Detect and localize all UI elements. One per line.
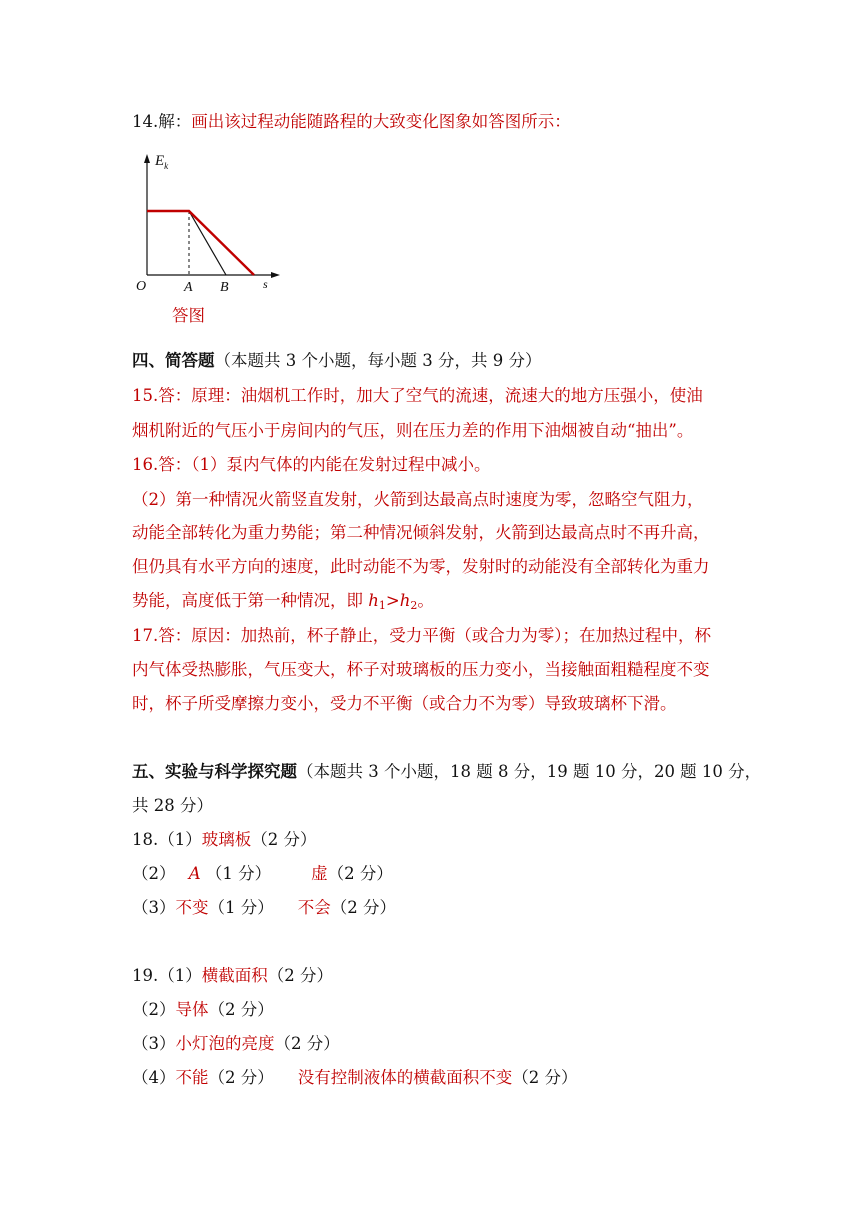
q15-text-1: 原理：油烟机工作时，加大了空气的流速，流速大的地方压强小，使油	[191, 386, 703, 405]
q17-line-2: 内气体受热膨胀，气压变大，杯子对玻璃板的压力变小，当接触面粗糙程度不变	[132, 660, 710, 679]
q18-row-2-points-2: （2 分）	[327, 864, 393, 883]
q18-row-3-number: （3）	[132, 898, 176, 917]
q19-row-2-points: （2 分）	[208, 1000, 274, 1019]
figure-caption: 答图	[172, 306, 205, 325]
q17-line-3: 时，杯子所受摩擦力变小，受力不平衡（或合力不为零）导致玻璃杯下滑。	[132, 694, 677, 713]
answer-figure	[128, 148, 288, 298]
q15-line-2: 烟机附近的气压小于房间内的气压，则在压力差的作用下油烟被自动“抽出”。	[132, 421, 694, 440]
q19-row-1-answer: 横截面积	[201, 966, 268, 985]
q16-line-3: 动能全部转化为重力势能；第二种情况倾斜发射，火箭到达最高点时不再升高，	[132, 523, 710, 542]
q19-row-3	[132, 1032, 340, 1056]
x-axis-arrow	[271, 272, 280, 278]
tick-a-label: A	[184, 280, 193, 295]
section-4-title: 四、简答题	[132, 351, 215, 370]
q18-row-2-answer-2: 虚	[311, 864, 328, 883]
section-5-heading	[132, 760, 761, 784]
q14-line	[132, 110, 571, 134]
q19-row-4-answer-2: 没有控制液体的横截面积不变	[297, 1068, 513, 1087]
q19-row-4-points: （2 分）	[208, 1068, 274, 1087]
q15-line-1	[132, 384, 703, 408]
h1-subscript: 1	[378, 599, 386, 612]
q19-row-4	[132, 1066, 578, 1090]
q16-line-4: 但仍具有水平方向的速度，此时动能不为零，发射时的动能没有全部转化为重力	[132, 557, 710, 576]
q18-row-1-number: 18.（1）	[132, 830, 202, 849]
section-4-note: （本题共 3 个小题，每小题 3 分，共 9 分）	[214, 351, 542, 370]
q16-line-5	[132, 589, 434, 618]
q18-row-3-answer-2: 不会	[297, 898, 331, 917]
q19-row-4-points-2: （2 分）	[512, 1068, 578, 1087]
section-5-note: （本题共 3 个小题，18 题 8 分，19 题 10 分，20 题 10 分，	[297, 762, 762, 781]
section-4-heading	[132, 349, 541, 373]
q17-number: 17.答：	[132, 626, 192, 645]
section-5-note-2: 共 28 分）	[132, 796, 213, 815]
q16-number: 16.答：	[132, 455, 192, 474]
q16-line-1	[132, 453, 491, 477]
x-label: s	[263, 277, 268, 291]
tick-b-label: B	[220, 280, 229, 295]
q19-row-4-answer: 不能	[175, 1068, 209, 1087]
q18-row-1-points: （2 分）	[251, 830, 317, 849]
q18-row-3-points-2: （2 分）	[330, 898, 396, 917]
greater-than: >	[385, 591, 400, 610]
q18-row-3-points: （1 分）	[208, 898, 274, 917]
q18-row-2-points: （1 分）	[200, 864, 272, 883]
q19-row-2	[132, 998, 274, 1022]
q18-row-1-answer: 玻璃板	[201, 830, 252, 849]
h2-subscript: 2	[410, 599, 418, 612]
q19-row-1	[132, 964, 333, 988]
q17-text-1: 原因：加热前，杯子静止，受力平衡（或合力为零）；在加热过程中，杯	[191, 626, 711, 645]
q18-row-2-number: （2）	[132, 864, 181, 883]
q14-number: 14.解：	[132, 112, 192, 131]
q18-row-3	[132, 896, 396, 920]
q18-row-3-answer: 不变	[175, 898, 209, 917]
y-label: $E_k$	[155, 153, 169, 171]
q19-row-3-answer: 小灯泡的亮度	[175, 1034, 275, 1053]
q18-row-1	[132, 828, 317, 852]
q18-row-2-answer: A	[188, 864, 201, 883]
q19-row-2-answer: 导体	[175, 1000, 209, 1019]
q17-line-1	[132, 624, 711, 648]
q19-row-1-points: （2 分）	[267, 966, 333, 985]
origin-label: O	[136, 279, 147, 294]
q16-end: 。	[417, 591, 434, 610]
q15-number: 15.答：	[132, 386, 192, 405]
q19-row-3-points: （2 分）	[274, 1034, 340, 1053]
q18-row-2	[132, 862, 393, 886]
ek-curve	[147, 211, 254, 275]
section-5-title: 五、实验与科学探究题	[132, 762, 297, 781]
h1-symbol: h	[368, 591, 379, 610]
q16-line-2: （2）第一种情况火箭竖直发射，火箭到达最高点时速度为零，忽略空气阻力，	[132, 490, 704, 509]
q19-row-2-number: （2）	[132, 1000, 176, 1019]
q19-row-4-number: （4）	[132, 1068, 176, 1087]
y-axis-arrow	[144, 154, 150, 163]
q14-text: 画出该过程动能随路程的大致变化图象如答图所示：	[191, 112, 571, 131]
q19-row-1-number: 19.（1）	[132, 966, 202, 985]
q16-part-1: （1）泵内气体的内能在发射过程中减小。	[191, 455, 491, 474]
q19-row-3-number: （3）	[132, 1034, 176, 1053]
q16-line-5-text: 势能，高度低于第一种情况，即	[132, 591, 369, 610]
h2-symbol: h	[399, 591, 411, 610]
